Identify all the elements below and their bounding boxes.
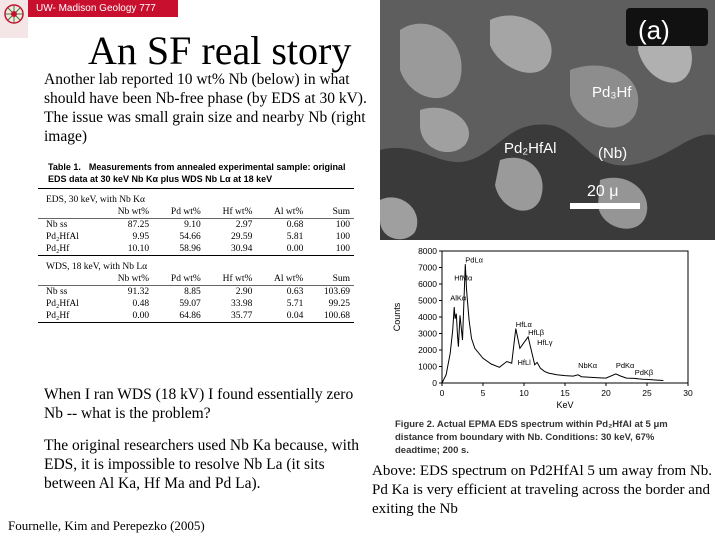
slide-title: An SF real story <box>88 28 352 73</box>
figure-caption-line-1: Figure 2. Actual EPMA EDS spectrum within Pd₂HfAl at 5 μm <box>395 419 668 430</box>
table-row: Nb ss 91.32 8.85 2.90 0.63 103.69 <box>46 287 350 297</box>
spectrum-description: Above: EDS spectrum on Pd2HfAl 5 um away from Nb. Pd Ka is very efficient at traveling across the border and exiting the Nb <box>372 463 712 517</box>
y-tick-label: 3000 <box>418 328 437 339</box>
plot-frame <box>442 251 688 383</box>
x-tick-label: 15 <box>560 388 570 398</box>
peak-label: HfMα <box>454 273 473 283</box>
table-caption: Table 1. Measurements from annealed experimental sample: original EDS data at 30 keV Nb Kα plus WDS Nb Lα at 18 keV <box>38 157 354 189</box>
table-row: Pd₂Hf 0.00 64.86 35.77 0.04 100.68 <box>38 310 354 323</box>
peak-label: HfLβ <box>528 328 545 338</box>
sem-micrograph <box>380 0 715 240</box>
y-tick-label: 8000 <box>418 246 437 256</box>
table-section-title: WDS, 18 keV, with Nb Lα <box>38 256 354 274</box>
x-tick-label: 5 <box>480 388 486 398</box>
table-row: Pd₂HfAl 0.48 59.07 33.98 5.71 99.25 <box>46 299 350 309</box>
explanation-paragraph: The original researchers used Nb Ka because, with EDS, it is impossible to resolve Nb La (it sits between Al Ka, Hf Ma and Pd La). <box>44 437 360 492</box>
y-tick-label: 2000 <box>418 345 437 355</box>
figure-caption-line-3: deadtime; 200 s. <box>395 445 469 456</box>
column-header: Nb wt% <box>99 206 153 219</box>
phase-label-pd3hf: Pd₃Hf <box>592 84 632 101</box>
table-section-title: EDS, 30 keV, with Nb Kα <box>46 195 146 205</box>
y-tick-label: 0 <box>432 378 437 388</box>
phase-label-nb: (Nb) <box>598 145 628 162</box>
x-axis-label: KeV <box>556 400 574 410</box>
y-tick-label: 1000 <box>418 361 437 372</box>
x-tick-label: 0 <box>439 388 445 398</box>
x-tick-label: 25 <box>642 388 652 398</box>
y-tick-label: 6000 <box>418 279 437 289</box>
y-axis-label: Counts <box>392 302 402 332</box>
table-row: Pd₂HfAl 9.95 54.66 29.59 5.81 100 <box>46 232 350 242</box>
intro-paragraph: Another lab reported 10 wt% Nb (below) in what should have been Nb-free phase (by EDS at 30 kV). The issue was small grain size and nearby Nb (right image) <box>44 71 367 145</box>
panel-label: (a) <box>638 15 670 45</box>
scale-bar-label: 20 μ <box>587 183 619 200</box>
eds-spectrum-figure <box>390 243 715 463</box>
peak-label: NbKα <box>578 361 598 371</box>
x-tick-label: 10 <box>519 388 529 398</box>
figure-caption-line-2: distance from boundary with Nb. Conditions: 30 keV, 67% <box>395 432 655 443</box>
course-banner: UW- Madison Geology 777 <box>28 0 178 17</box>
table-row: Nb ss 87.25 9.10 2.97 0.68 100 <box>46 220 350 230</box>
column-header: Nb wt% <box>99 273 153 286</box>
table-row: Pd₂Hf 10.10 58.96 30.94 0.00 100 <box>46 244 350 254</box>
phase-label-pd2hfal: Pd₂HfAl <box>504 140 557 157</box>
wds-paragraph: When I ran WDS (18 kV) I found essentially zero Nb -- what is the problem? <box>44 386 354 422</box>
peak-label: HfLα <box>515 319 532 329</box>
x-tick-label: 30 <box>683 388 693 398</box>
university-logo <box>0 0 28 38</box>
peak-label: AlKα <box>450 293 467 303</box>
citation: Fournelle, Kim and Perepezko (2005) <box>8 518 205 533</box>
measurements-table: Table 1. Measurements from annealed experimental sample: original EDS data at 30 keV Nb Kα plus WDS Nb Lα at 18 keV EDS, 30 keV, with Nb Kα Nb wt% Pd wt% Hf wt% Al wt% Sum Nb ss 87.25 9.10 2.97 0.68 100 Pd₂HfAl 9.95 54.66 29.59 5.81 100 Pd₂Hf 10.10 58.96 30.94 0.00 100 WDS, 18 keV, with Nb Lα Nb wt% Pd wt% Hf wt% Al wt% Sum Nb ss 91.32 8.85 2.90 0.63 103.69 Pd₂HfAl 0.48 59.07 33.98 5.71 99.25 Pd₂Hf 0.00 64.86 35.77 0.04 100.68 <box>38 157 354 375</box>
peak-label: HfLl <box>517 357 531 367</box>
y-tick-label: 4000 <box>418 312 437 322</box>
x-tick-label: 20 <box>601 388 611 398</box>
peak-label: PdKα <box>615 361 635 371</box>
peak-label: HfLγ <box>537 338 553 348</box>
y-tick-label: 5000 <box>418 295 437 306</box>
peak-label: PdKβ <box>634 367 654 377</box>
peak-label: PdLα <box>465 255 483 265</box>
y-tick-label: 7000 <box>418 262 437 273</box>
scale-bar <box>570 203 640 209</box>
